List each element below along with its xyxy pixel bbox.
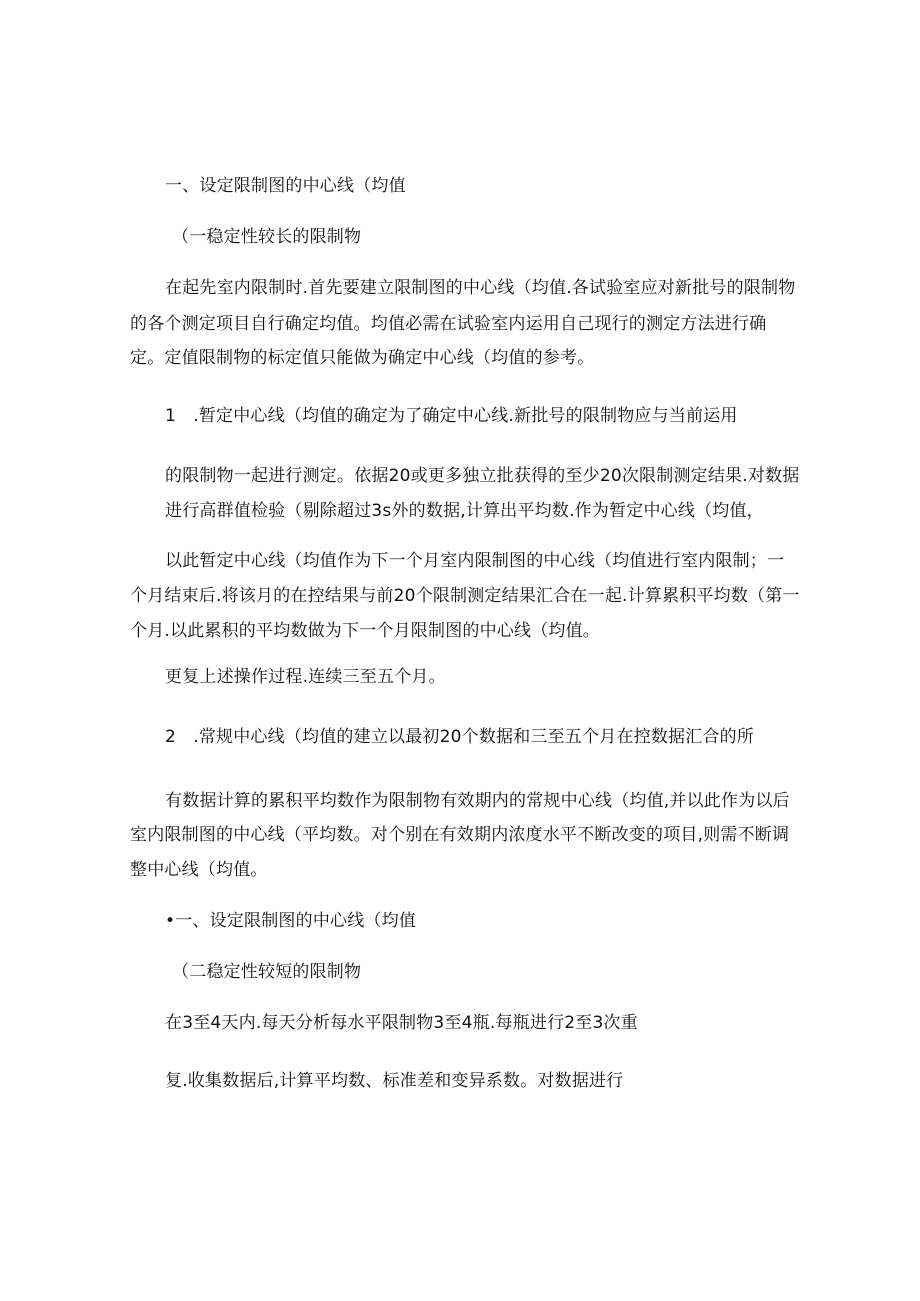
paragraph-line: 有数据计算的累积平均数作为限制物有效期内的常规中心线（均值,并以此作为以后	[165, 791, 790, 811]
subheading-short-stability: （二稳定性较短的限制物	[172, 962, 362, 982]
paragraph-line: 个月结束后.将该月的在控结果与前20个限制测定结果汇合在一起.计算累积平均数（第一	[130, 586, 800, 606]
paragraph-line: 在3至4天内.每天分析每水平限制物3至4瓶.每瓶进行2至3次重	[165, 1013, 638, 1033]
paragraph-line: 个月.以此累积的平均数做为下一个月限制图的中心线（均值。	[130, 621, 601, 641]
paragraph-line: 的各个测定项目自行确定均值。均值必需在试验室内运用自己现行的测定方法进行确	[130, 314, 767, 334]
paragraph-line: 室内限制图的中心线（平均数。对个别在有效期内浓度水平不断改变的项目,则需不断调	[130, 825, 790, 845]
paragraph-line: 进行高群值检验（剔除超过3s外的数据,计算出平均数.作为暂定中心线（均值，	[165, 501, 764, 521]
list-item-provisional-centerline: 1 .暂定中心线（均值的确定为了确定中心线.新批号的限制物应与当前运用	[165, 406, 738, 426]
paragraph-line: 更复上述操作过程.连续三至五个月。	[165, 667, 446, 687]
paragraph-line: 复.收集数据后,计算平均数、标准差和变异系数。对数据进行	[165, 1071, 624, 1091]
paragraph-line: 在起先室内限制时.首先要建立限制图的中心线（均值.各试验室应对新批号的限制物	[165, 278, 796, 298]
list-item-regular-centerline: 2 .常规中心线（均值的建立以最初20个数据和三至五个月在控数据汇合的所	[165, 727, 755, 747]
paragraph-line: 定。定值限制物的标定值只能做为确定中心线（均值的参考。	[130, 348, 595, 368]
paragraph-line: 的限制物一起进行测定。依据20或更多独立批获得的至少20次限制测定结果.对数据	[165, 466, 800, 486]
subheading-long-stability: （一稳定性较长的限制物	[172, 227, 362, 247]
paragraph-line: 整中心线（均值。	[130, 860, 268, 880]
section-heading: 一、设定限制图的中心线（均值	[165, 176, 406, 196]
section-heading-repeat: •一、设定限制图的中心线（均值	[165, 911, 417, 931]
paragraph-line: 以此暂定中心线（均值作为下一个月室内限制图的中心线（均值进行室内限制；一	[165, 551, 785, 571]
